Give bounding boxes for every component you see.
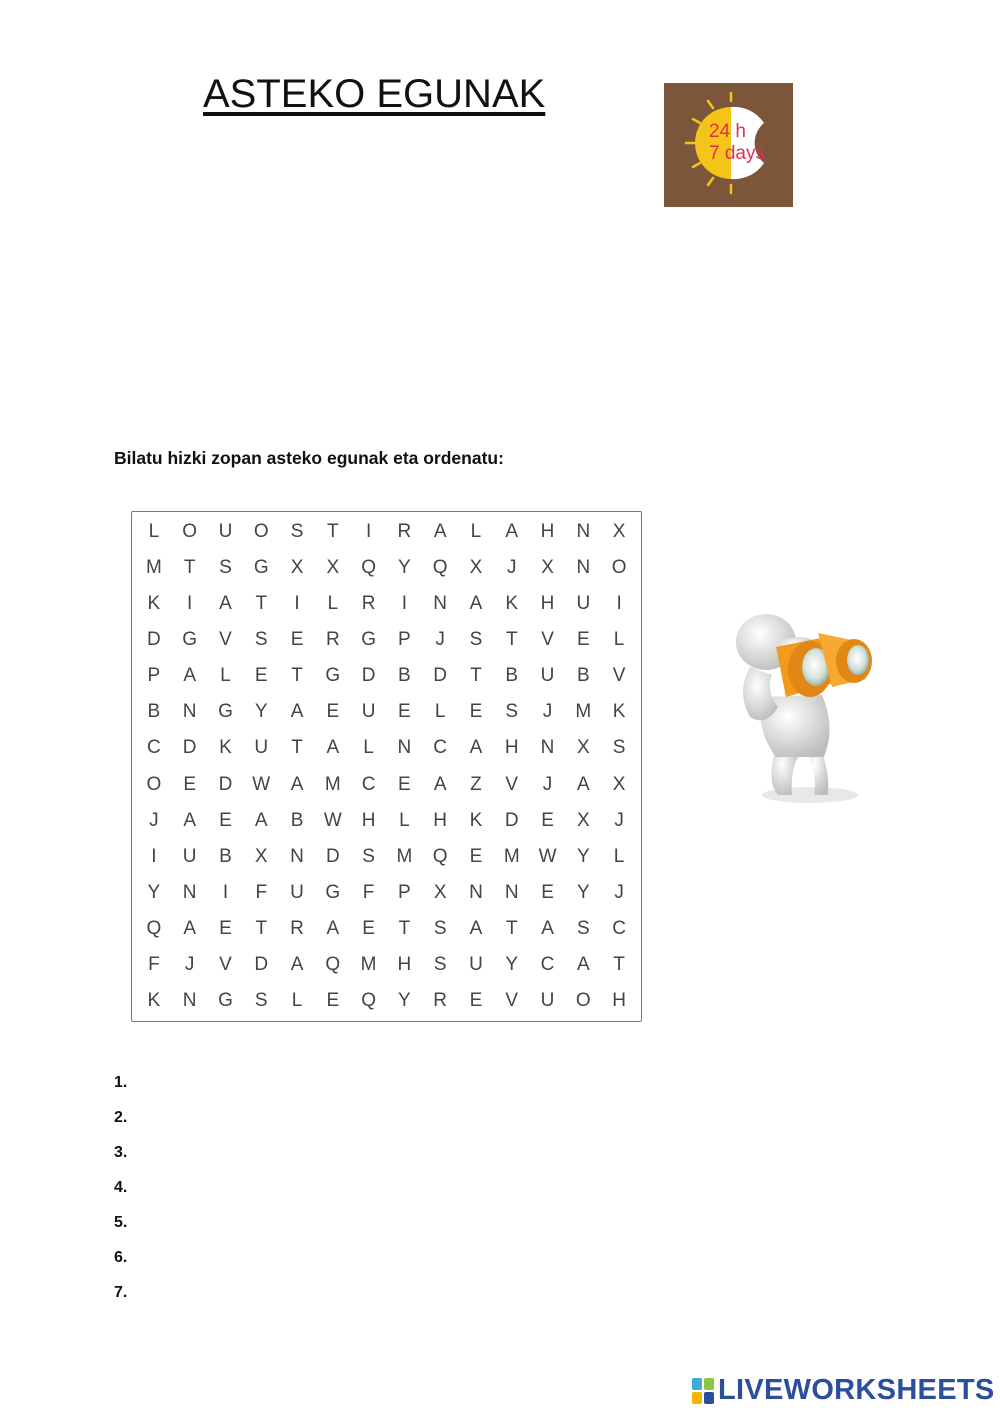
grid-letter[interactable]: U	[182, 845, 197, 867]
grid-letter[interactable]: G	[325, 665, 341, 687]
grid-letter[interactable]: K	[505, 593, 519, 615]
grid-letter[interactable]: Q	[432, 845, 448, 867]
grid-letter[interactable]: E	[290, 629, 304, 651]
grid-letter[interactable]: Y	[398, 989, 411, 1011]
grid-letter[interactable]: S	[576, 917, 590, 939]
grid-letter[interactable]: S	[362, 845, 375, 867]
grid-letter[interactable]: M	[324, 773, 341, 795]
grid-letter[interactable]: I	[222, 881, 229, 903]
grid-letter[interactable]: A	[183, 809, 197, 831]
grid-letter[interactable]: L	[291, 989, 303, 1011]
grid-letter[interactable]: U	[540, 989, 555, 1011]
grid-letter[interactable]: V	[612, 665, 626, 687]
logo-line2: 7 days	[709, 143, 765, 164]
grid-letter[interactable]: O	[253, 521, 269, 543]
grid-letter[interactable]: D	[325, 845, 340, 867]
grid-letter[interactable]: H	[612, 989, 626, 1011]
grid-letter[interactable]: V	[505, 773, 519, 795]
grid-letter[interactable]: L	[327, 593, 339, 615]
grid-letter[interactable]: E	[183, 773, 197, 795]
grid-letter[interactable]: R	[325, 629, 340, 651]
grid-letter[interactable]: Y	[505, 953, 519, 975]
grid-letter[interactable]: R	[361, 593, 376, 615]
grid-letter[interactable]: K	[147, 593, 161, 615]
grid-letter[interactable]: B	[290, 809, 304, 831]
page-title: ASTEKO EGUNAK	[203, 72, 546, 116]
grid-letter[interactable]: A	[433, 773, 447, 795]
grid-letter[interactable]: M	[145, 557, 162, 579]
answer-line[interactable]: 2.	[114, 1109, 128, 1126]
grid-letter[interactable]: F	[255, 881, 268, 903]
grid-letter[interactable]: T	[505, 629, 518, 651]
grid-letter[interactable]: U	[576, 593, 591, 615]
grid-letter[interactable]: A	[326, 737, 340, 759]
grid-letter[interactable]: V	[219, 953, 232, 975]
grid-letter[interactable]: T	[470, 665, 482, 687]
grid-letter[interactable]: N	[182, 989, 197, 1011]
answer-line[interactable]: 1.	[114, 1074, 128, 1091]
grid-letter[interactable]: J	[614, 881, 624, 903]
grid-letter[interactable]: E	[326, 701, 340, 723]
grid-letter[interactable]: A	[183, 917, 197, 939]
grid-letter[interactable]: K	[612, 701, 626, 723]
grid-letter[interactable]: S	[254, 629, 268, 651]
grid-letter[interactable]: L	[220, 665, 231, 687]
grid-letter[interactable]: A	[576, 773, 590, 795]
grid-letter[interactable]: A	[576, 953, 590, 975]
grid-letter[interactable]: M	[503, 845, 520, 867]
grid-letter[interactable]: T	[255, 593, 268, 615]
grid-letter[interactable]: I	[294, 593, 300, 615]
grid-letter[interactable]: N	[469, 881, 483, 903]
grid-letter[interactable]: A	[290, 773, 304, 795]
grid-letter[interactable]: A	[505, 521, 519, 543]
grid-letter[interactable]: E	[398, 773, 411, 795]
grid-letter[interactable]: I	[365, 521, 372, 543]
grid-letter[interactable]: E	[469, 701, 483, 723]
grid-letter[interactable]: T	[398, 917, 411, 939]
answer-line[interactable]: 5.	[114, 1214, 128, 1231]
grid-letter[interactable]: Y	[398, 557, 411, 579]
grid-letter[interactable]: K	[469, 809, 483, 831]
grid-letter[interactable]: E	[362, 917, 375, 939]
grid-letter[interactable]: G	[218, 989, 233, 1011]
grid-letter[interactable]: K	[219, 737, 232, 759]
grid-letter[interactable]: A	[469, 917, 483, 939]
grid-letter[interactable]: E	[398, 701, 411, 723]
grid-letter[interactable]: L	[399, 809, 410, 831]
grid-letter[interactable]: O	[182, 521, 198, 543]
liveworksheets-logo[interactable]	[692, 1374, 995, 1407]
grid-letter[interactable]: M	[360, 953, 377, 975]
grid-letter[interactable]: D	[147, 629, 161, 651]
grid-letter[interactable]: E	[541, 881, 554, 903]
grid-letter[interactable]: R	[290, 917, 304, 939]
grid-letter[interactable]: T	[255, 917, 268, 939]
grid-letter[interactable]: A	[254, 809, 268, 831]
grid-letter[interactable]: T	[291, 737, 303, 759]
grid-letter[interactable]: X	[576, 737, 590, 759]
grid-letter[interactable]: I	[616, 593, 622, 615]
grid-letter[interactable]: T	[613, 953, 625, 975]
grid-letter[interactable]: D	[254, 953, 269, 975]
grid-letter[interactable]: X	[254, 845, 268, 867]
grid-letter[interactable]: H	[433, 809, 448, 831]
grid-letter[interactable]: J	[506, 557, 517, 579]
grid-letter[interactable]: X	[433, 881, 447, 903]
grid-letter[interactable]: V	[219, 629, 232, 651]
grid-letter[interactable]: Q	[432, 557, 448, 579]
grid-letter[interactable]: D	[361, 665, 376, 687]
grid-letter[interactable]: G	[325, 881, 341, 903]
grid-letter[interactable]: Q	[361, 989, 376, 1011]
grid-letter[interactable]: H	[540, 521, 555, 543]
grid-letter[interactable]: V	[505, 989, 519, 1011]
grid-letter[interactable]: D	[182, 737, 197, 759]
grid-letter[interactable]: W	[252, 773, 271, 795]
grid-letter[interactable]: G	[253, 557, 269, 579]
grid-letter[interactable]: S	[219, 557, 232, 579]
grid-letter[interactable]: E	[469, 989, 483, 1011]
grid-letter[interactable]: E	[219, 917, 232, 939]
word-search-grid	[131, 511, 642, 1022]
grid-letter[interactable]: D	[218, 773, 233, 795]
grid-letter[interactable]: T	[183, 557, 196, 579]
grid-letter[interactable]: N	[504, 881, 519, 903]
grid-letter[interactable]: P	[398, 881, 411, 903]
grid-letter[interactable]: A	[183, 665, 197, 687]
grid-letter[interactable]: M	[396, 845, 413, 867]
grid-letter[interactable]: B	[398, 665, 411, 687]
grid-letter[interactable]: A	[541, 917, 554, 939]
grid-letter[interactable]: L	[434, 701, 446, 723]
grid-letter[interactable]: Q	[325, 953, 341, 975]
grid-letter[interactable]: K	[147, 989, 161, 1011]
grid-letter[interactable]: Y	[254, 701, 268, 723]
grid-letter[interactable]: N	[182, 881, 197, 903]
grid-letter[interactable]: X	[576, 809, 590, 831]
grid-letter[interactable]: A	[326, 917, 340, 939]
grid-letter[interactable]: H	[504, 737, 519, 759]
grid-letter[interactable]: N	[397, 737, 412, 759]
grid-letter[interactable]: U	[361, 701, 376, 723]
grid-letter[interactable]: L	[148, 521, 160, 543]
grid-letter[interactable]: X	[541, 557, 554, 579]
grid-letter[interactable]: S	[433, 917, 447, 939]
grid-letter[interactable]: Z	[470, 773, 482, 795]
grid-letter[interactable]: U	[540, 665, 555, 687]
grid-letter[interactable]: T	[505, 917, 518, 939]
grid-letter[interactable]: N	[576, 521, 591, 543]
grid-letter[interactable]: B	[505, 665, 519, 687]
grid-letter[interactable]: X	[612, 521, 626, 543]
grid-letter[interactable]: G	[218, 701, 233, 723]
grid-letter[interactable]: O	[146, 773, 162, 795]
grid-letter[interactable]: C	[433, 737, 448, 759]
grid-letter[interactable]: B	[147, 701, 161, 723]
grid-letter[interactable]: L	[470, 521, 482, 543]
grid-letter[interactable]: R	[433, 989, 448, 1011]
grid-letter[interactable]: G	[361, 629, 376, 651]
grid-letter[interactable]: O	[611, 557, 627, 579]
grid-letter[interactable]: J	[435, 629, 445, 651]
grid-letter[interactable]: H	[397, 953, 412, 975]
logo-line1: 24 h	[709, 121, 746, 142]
grid-letter[interactable]: P	[398, 629, 411, 651]
grid-letter[interactable]: S	[254, 989, 268, 1011]
grid-letter[interactable]: D	[433, 665, 448, 687]
answer-line[interactable]: 3.	[114, 1144, 128, 1161]
grid-letter[interactable]: B	[219, 845, 232, 867]
grid-letter[interactable]: N	[576, 557, 591, 579]
grid-letter[interactable]: N	[433, 593, 448, 615]
grid-letter[interactable]: D	[504, 809, 519, 831]
grid-letter[interactable]: Y	[147, 881, 161, 903]
grid-letter[interactable]: U	[469, 953, 483, 975]
grid-letter[interactable]: C	[361, 773, 376, 795]
grid-letter[interactable]: L	[613, 845, 625, 867]
grid-letter[interactable]: A	[219, 593, 232, 615]
grid-letter[interactable]: J	[542, 773, 553, 795]
grid-letter[interactable]: I	[401, 593, 408, 615]
grid-letter[interactable]: E	[219, 809, 232, 831]
grid-letter[interactable]: N	[290, 845, 304, 867]
grid-letter[interactable]: X	[469, 557, 483, 579]
grid-letter[interactable]: U	[218, 521, 233, 543]
grid-letter[interactable]: T	[291, 665, 303, 687]
grid-letter[interactable]: E	[469, 845, 483, 867]
grid-letter[interactable]: A	[469, 737, 483, 759]
grid-letter[interactable]: Q	[361, 557, 376, 579]
grid-letter[interactable]: X	[326, 557, 340, 579]
grid-letter[interactable]: C	[147, 737, 161, 759]
grid-letter[interactable]: N	[540, 737, 555, 759]
grid-letter[interactable]: J	[542, 701, 553, 723]
grid-letter[interactable]: E	[541, 809, 554, 831]
grid-letter[interactable]: L	[613, 629, 625, 651]
grid-letter[interactable]: F	[148, 953, 160, 975]
grid-letter[interactable]: B	[576, 665, 590, 687]
grid-letter[interactable]: Y	[576, 845, 590, 867]
grid-letter[interactable]: Y	[576, 881, 590, 903]
grid-letter[interactable]: A	[433, 521, 447, 543]
grid-letter[interactable]: W	[323, 809, 342, 831]
grid-letter[interactable]: A	[290, 701, 304, 723]
grid-letter[interactable]: S	[505, 701, 519, 723]
brand-name: LIVEWORKSHEETS	[718, 1374, 995, 1406]
answer-list	[114, 1072, 127, 1317]
grid-letter[interactable]: O	[575, 989, 591, 1011]
grid-letter[interactable]: C	[540, 953, 555, 975]
grid-letter[interactable]: U	[254, 737, 269, 759]
grid-letter[interactable]: U	[290, 881, 304, 903]
grid-letter[interactable]: H	[361, 809, 376, 831]
grid-letter[interactable]: S	[433, 953, 447, 975]
grid-letter[interactable]: C	[612, 917, 626, 939]
grid-letter[interactable]: S	[469, 629, 483, 651]
grid-letter[interactable]: S	[612, 737, 626, 759]
grid-letter[interactable]: X	[612, 773, 626, 795]
grid-letter[interactable]: T	[327, 521, 339, 543]
grid-letter[interactable]: I	[187, 593, 193, 615]
grid-letter[interactable]: J	[184, 953, 195, 975]
grid-letter[interactable]: W	[538, 845, 557, 867]
brand-mark-icon	[692, 1378, 714, 1404]
grid-letter[interactable]: S	[290, 521, 304, 543]
answer-line[interactable]: 6.	[114, 1249, 128, 1266]
grid-letter[interactable]: N	[182, 701, 197, 723]
grid-letter[interactable]: I	[151, 845, 157, 867]
sun-moon-icon	[664, 83, 793, 207]
instruction-text: Bilatu hizki zopan asteko egunak eta ordenatu:	[114, 448, 504, 468]
sun-moon-logo	[664, 83, 793, 207]
grid-letter[interactable]: E	[326, 989, 340, 1011]
answer-line[interactable]: 4.	[114, 1179, 128, 1196]
grid-letter[interactable]: P	[147, 665, 161, 687]
grid-letter[interactable]: G	[182, 629, 198, 651]
grid-letter[interactable]: Q	[146, 917, 162, 939]
grid-letter[interactable]: V	[541, 629, 554, 651]
grid-letter[interactable]: M	[575, 701, 592, 723]
grid-letter[interactable]: X	[290, 557, 304, 579]
grid-letter[interactable]: E	[254, 665, 268, 687]
grid-letter[interactable]: H	[540, 593, 555, 615]
grid-letter[interactable]: J	[149, 809, 159, 831]
grid-letter[interactable]: L	[363, 737, 374, 759]
grid-letter[interactable]: E	[576, 629, 590, 651]
answer-line[interactable]: 7.	[114, 1284, 128, 1301]
grid-letter[interactable]: A	[469, 593, 483, 615]
grid-letter[interactable]: A	[290, 953, 304, 975]
grid-letter[interactable]: F	[362, 881, 375, 903]
binoculars-figure-icon	[706, 597, 920, 809]
grid-letter[interactable]: R	[397, 521, 412, 543]
grid-letter[interactable]: J	[614, 809, 624, 831]
